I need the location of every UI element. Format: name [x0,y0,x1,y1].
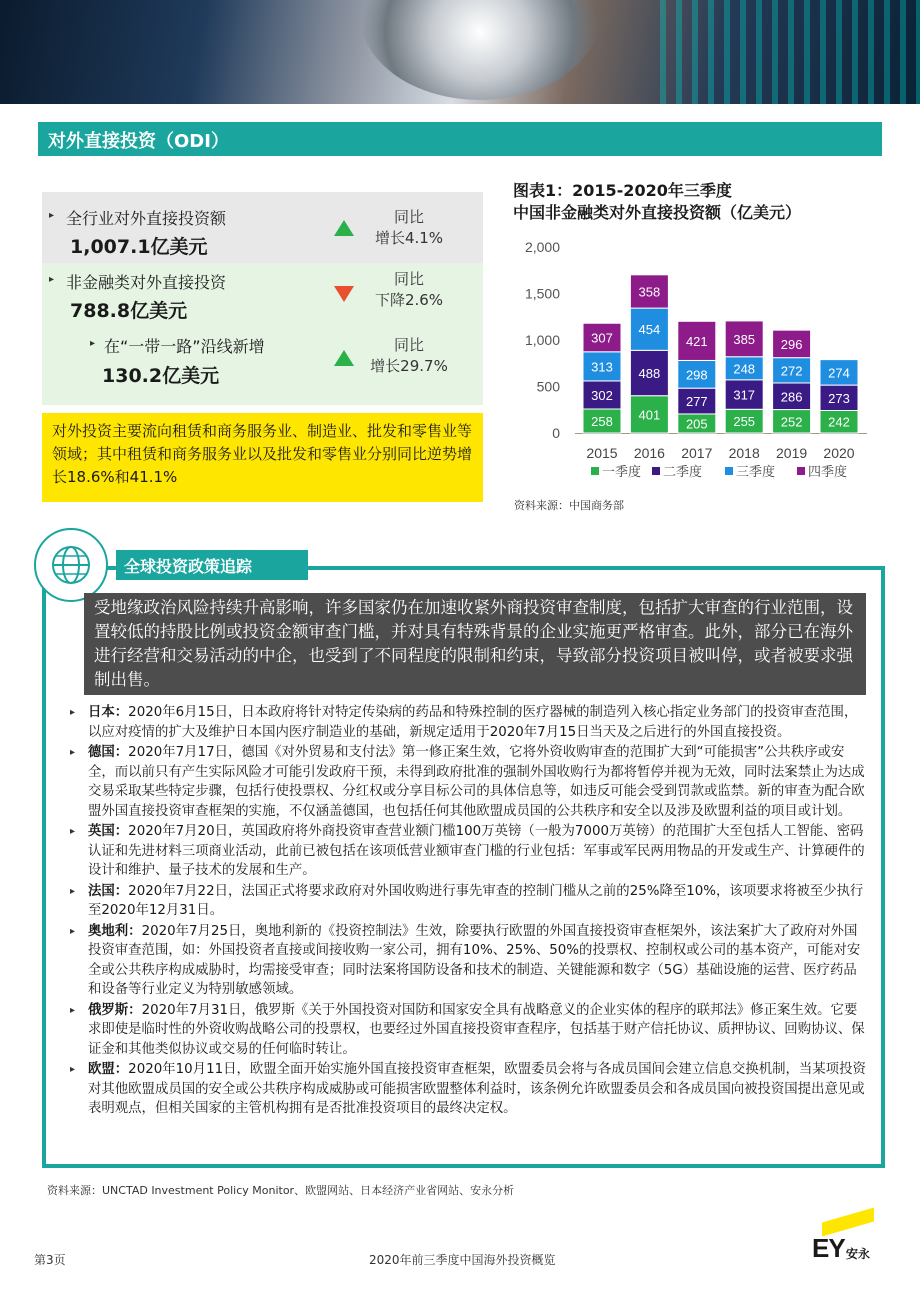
y-tick-label: 0 [552,425,560,441]
bar-data-label: 248 [733,361,756,377]
section-heading-odi [38,122,882,156]
y-tick-label: 2,000 [524,239,560,255]
yoy-value: 下降2.6% [374,291,444,309]
kpi-panel [42,192,483,502]
kpi-summary-text: 对外投资主要流向租赁和商务服务业、制造业、批发和零售业等领域；其中租赁和商务服务业以及批发和零售业分别同比逆势增长18.6%和41.1% [52,422,473,486]
bar-data-label: 307 [591,330,613,346]
y-tick-label: 1,500 [524,285,560,302]
bar-data-label: 454 [638,322,661,338]
yoy-label: 同比 [393,336,424,354]
kpi-nonfin-label: 非金融类对外直接投资 [66,273,227,292]
bar-data-label: 277 [685,394,708,410]
bar-data-label: 273 [828,390,850,406]
yoy-value: 增长4.1% [374,229,444,247]
policy-country: 奥地利： [88,923,142,939]
x-tick-label: 2017 [681,445,713,461]
globe-graphic [360,0,600,100]
legend-swatch [652,467,660,475]
x-tick-label: 2018 [728,445,760,461]
yoy-value: 增长29.7% [370,357,448,375]
bar-data-label: 252 [780,414,803,430]
policy-text: 2020年10月11日，欧盟全面开始实施外国直接投资审查框架，欧盟委员会将与各成员国间会建立信息交换机制，当某项投资对其他欧盟成员国的安全或公共秩序构成威胁或可能损害欧盟整体利益时，该条例允许欧盟委员会和各成员国向被投资国提出意见或表明观点，但相关国家的主管机构拥有是否批准投资项目的最终决定权。 [88,1062,866,1116]
policy-text: 2020年7月20日，英国政府将外商投资审查营业额门槛100万英镑（一般为7000万英镑）的范围扩大至包括人工智能、密码认证和先进材料三项商业活动，此前已被包括在该项低营业额审查门槛的行业包括：军事或军民两用物品的开发或生产、计算硬件的设计和维护、量子技术的发展和生产。 [88,824,865,878]
ey-logo [812,1215,872,1267]
policy-list [68,703,868,1120]
bar-data-label: 488 [638,366,661,382]
bullet-icon: ▸ [70,1004,76,1016]
kpi-beltroad-label: 在“一带一路”沿线新增 [104,337,265,356]
data-bars-graphic [660,0,920,104]
policy-item-france [68,882,868,921]
bar-data-label: 255 [733,414,756,430]
bottom-source: 资料来源：UNCTAD Investment Policy Monitor、欧盟网站、日本经济产业省网站、安永分析 [47,1184,515,1197]
x-tick-label: 2016 [633,445,665,461]
policy-intro-text: 受地缘政治风险持续升高影响，许多国家仍在加速收紧外商投资审查制度，包括扩大审查的行业范围，设置较低的持股比例或投资金额审查门槛，并对具有特殊背景的企业实施更严格审查。此外，部分已在海外进行经营和交易活动的中企，也受到了不同程度的限制和约束，导致部分投资项目被叫停，或者被要求强制出售。 [94,598,853,689]
policy-intro-box [84,593,866,695]
legend-label: 一季度 [602,465,642,480]
policy-item-eu [68,1060,868,1119]
kpi-beltroad-yoy [364,335,454,377]
x-tick-label: 2019 [776,445,808,461]
bullet-icon: ▸ [70,925,76,937]
bullet-icon: ▸ [70,826,76,837]
bar-data-label: 358 [638,284,661,300]
bullet-icon: ▸ [70,1064,76,1075]
x-tick-label: 2015 [586,445,618,461]
legend-swatch [797,467,805,475]
chart-source: 资料来源：中国商务部 [514,499,624,512]
legend-swatch [591,467,599,475]
policy-item-germany [68,743,868,821]
footer-page-number: 第3页 [34,1253,66,1267]
kpi-summary-box [42,413,483,502]
policy-item-russia [68,1001,868,1060]
bullet-icon: ▸ [70,707,76,718]
policy-country: 德国： [88,745,129,760]
chart-title-line1: 图表1：2015-2020年三季度 [513,181,732,200]
policy-heading-text: 全球投资政策追踪 [124,557,253,576]
policy-section-heading [116,550,308,580]
x-tick-label: 2020 [823,445,855,461]
y-tick-label: 1,000 [524,332,560,348]
kpi-total-label: 全行业对外直接投资额 [66,209,227,228]
globe-icon [34,528,108,602]
policy-item-austria [68,922,868,1000]
yoy-label: 同比 [393,270,424,288]
kpi-nonfin-row [42,263,483,405]
bar-data-label: 317 [733,387,756,403]
policy-text: 2020年7月25日，奥地利新的《投资控制法》生效，除要执行欧盟的外国直接投资审查框架外，该法案扩大了政府对外国投资审查范围，如：外国投资者直接或间接收购一家公司，拥有10%、25%、50%的投票权、控制权或公司的基本资产，可能对安全或公共秩序构成威胁时，均需接受审查；同时法案将国防设备和技术的制造、关键能源和数字（5G）基础设施的运营、医疗药品和设备等行业定义为特别敏感领域。 [88,923,861,997]
legend-label: 四季度 [808,465,848,480]
kpi-nonfin-yoy [364,269,454,311]
policy-country: 英国： [88,824,129,839]
bar-data-label: 421 [685,333,708,349]
kpi-beltroad-value: 130.2亿美元 [102,365,220,387]
legend-swatch [725,467,733,475]
bullet-icon: ▸ [70,885,76,897]
bar-data-label: 401 [638,407,661,423]
header-banner-image [0,0,920,104]
bar-data-label: 272 [780,363,803,379]
bullet-icon: ▸ [70,747,76,758]
logo-text: EY [812,1233,845,1263]
policy-country: 俄罗斯： [88,1002,142,1018]
policy-country: 法国： [88,883,129,899]
legend-label: 二季度 [663,465,703,480]
bar-data-label: 298 [685,367,708,383]
policy-text: 2020年6月15日，日本政府将针对特定传染病的药品和特殊控制的医疗器械的制造列入核心指定业务部门的投资审查范围，以应对疫情的扩大及维护日本国内医疗制造业的基础，新规定适用于2020年7月15日当天及之后进行的外国直接投资。 [88,705,858,740]
arrow-up-icon [334,220,354,236]
bullet-icon: ▸ [49,274,55,285]
footer-title: 2020年前三季度中国海外投资概览 [369,1253,556,1267]
bar-data-label: 286 [780,389,803,405]
y-tick-label: 500 [536,378,560,395]
legend-label: 三季度 [736,465,776,480]
kpi-total-value: 1,007.1亿美元 [70,236,208,258]
bullet-icon: ▸ [90,338,96,349]
bar-data-label: 385 [733,331,756,347]
policy-country: 日本： [88,705,129,720]
bar-data-label: 302 [591,387,613,403]
policy-country: 欧盟： [88,1062,129,1077]
policy-text: 2020年7月22日，法国正式将要求政府对外国收购进行事先审查的控制门槛从之前的25%降至10%，该项要求将被至少执行至2020年12月31日。 [88,883,864,918]
kpi-total-yoy [364,207,454,249]
policy-item-japan [68,703,868,742]
chart-title [513,180,801,224]
bar-data-label: 258 [591,414,613,430]
bar-data-label: 242 [828,414,850,430]
policy-text: 2020年7月31日，俄罗斯《关于外国投资对国防和国家安全具有战略意义的企业实体的程序的联邦法》修正案生效。它要求即使是临时性的外资收购战略公司的投票权，也要经过外国直接投资审查程序，包括基于财产信托协议、质押协议、回购协议、保证金和其他类似协议或交易的任何临时转让。 [88,1002,865,1057]
bar-data-label: 274 [828,365,850,381]
policy-item-uk [68,822,868,881]
kpi-nonfin-value: 788.8亿美元 [70,300,188,322]
arrow-up-icon [334,350,354,366]
kpi-total-row [42,192,483,263]
arrow-down-icon [334,286,354,302]
bar-data-label: 205 [685,416,708,432]
yoy-label: 同比 [393,208,424,226]
bar-data-label: 296 [780,336,803,352]
section-heading-text: 对外直接投资（ODI） [48,131,229,152]
bar-data-label: 313 [591,359,613,375]
chart-title-line2: 中国非金融类对外直接投资额（亿美元） [513,203,802,222]
logo-cn-text: 安永 [846,1247,871,1261]
policy-text: 2020年7月17日，德国《对外贸易和支付法》第一修正案生效，它将外资收购审查的范围扩大到“可能损害”公共秩序或安全，而以前只有产生实际风险才可能引发政府干预，未得到政府批准的强制外国收购行为都将暂停并视为无效，同时法案禁止为达成交易采取某些特定步骤，包括行使投票权、分红权或分享目标公司的具体信息等，如违反可能会受到罚款或监禁。新的审查为配合欧盟外国直接投资审查框架的实施，不仅涵盖德国，也包括任何其他欧盟成员国的公共秩序和安全以及涉及欧盟利益的项目或计划。 [88,745,865,819]
stacked-bar-chart [505,232,875,484]
bullet-icon: ▸ [49,210,55,221]
